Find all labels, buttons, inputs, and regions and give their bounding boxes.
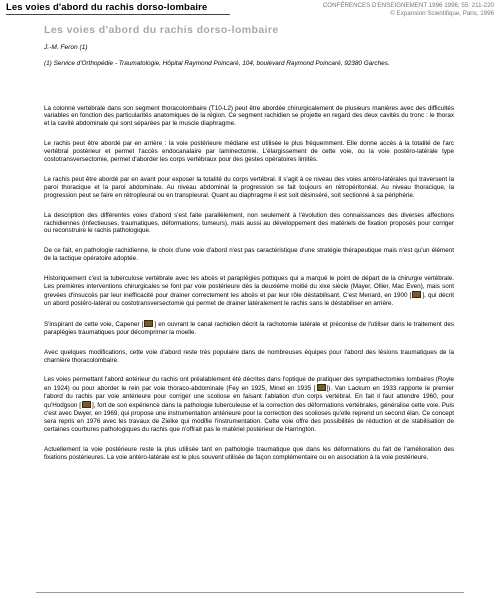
paragraph-6-text-b: ], qui décrit un abord postéro-latéral ou costotransversectomie qui permet de drainer latéralement le rachis sans le déstabiliser en arrière. <box>44 292 454 307</box>
paragraph-5: De ce fait, en pathologie rachidienne, le choix d'une voie d'abord n'est pas caractéristique d'une stratégie thérapeutique mais n'est qu'un élément de la tactique opératoire adoptée. <box>44 247 454 263</box>
running-header <box>0 0 500 18</box>
header-divider <box>6 14 230 15</box>
article-title: Les voies d'abord du rachis dorso-lombaire <box>44 24 279 36</box>
article-body <box>44 24 454 474</box>
paragraph-9-text-a: Les voies permettant l'abord antérieur du rachis ont préalablement été décrites dans l'optique de pratiquer des sympathectomies lombaires (Royle en 1924) ou pour aborder le rein par voie thoraco-abdominale (Fey en 1925, Minet en 1935 [ <box>44 376 454 393</box>
journal-line: CONFÉRENCES D'ENSEIGNEMENT 1996 1996; 55: 211-220 <box>322 2 494 9</box>
paragraph-4: La description des différentes voies d'abord s'est faite parallèlement, non seulement à l'évolution des connaissances des diverses affections rachidiennes (infectieuses, traumatiques, déformations, tumeurs), mais aussi au développement des matériels de fixation proposés pour corriger ou reconstruire le rachis pathologique. <box>44 211 454 235</box>
reference-link-icon[interactable] <box>144 320 153 327</box>
reference-link-icon[interactable] <box>82 401 91 408</box>
footer-divider <box>36 592 464 593</box>
paragraph-9 <box>44 376 454 433</box>
paragraph-7-text-b: ] en ouvrant le canal rachidien décrit la rachotomie latérale et préconise de l'utiliser dans le traitement des paraplégies traumatiques pour décomprimer la moelle. <box>44 320 454 336</box>
paragraph-7 <box>44 320 454 337</box>
author-line: J.-M. Feron (1) <box>44 44 88 51</box>
paragraph-1: La colonne vertébrale dans son segment thoracolombaire (T10-L2) peut être abordée chirurgicalement de plusieurs manières avec des difficultés variables en fonction des particularités anatomiques de la région. Ce segment rachidien se projette en regard des deux cavités du tronc : le thorax et la cavité abdominale qui sont séparées par le muscle diaphragme. <box>44 104 454 128</box>
paragraph-10: Actuellement la voie postérieure reste la plus utilisée tant en pathologie traumatique que dans les déformations du fait de l'amélioration des fixations postérieures. La voie antéro-latérale est le plus souvent utilisée de façon complémentaire ou en association à la voie postérieure. <box>44 445 454 461</box>
affiliation: (1) Service d'Orthopédie - Traumatologie, Hôpital Raymond Poincaré, 104, boulevard Raymond Poincaré, 92380 Garches. <box>44 60 390 67</box>
paragraph-8: Avec quelques modifications, cette voie d'abord reste très populaire dans de nombreuses équipes pour l'abord des lésions traumatiques de la charnière thoracolombaire. <box>44 348 454 364</box>
paragraph-3: Le rachis peut être abordé par en avant pour exposer la totalité du corps vertébral. Il s'agit à ce niveau des voies antéro-latérales qui traversent la paroi thoracique et la paroi abdominale. Au niveau abdominal la progression se fait toujours en rétropéritonéal. Au niveau thoracique, la progression peut se faire en rétropleural ou en transpleural. Quant au diaphragme il est soit désinséré, soit sectionné à sa périphérie. <box>44 175 454 199</box>
paragraph-9-text-b: ]). Van Lackum en 1933 rapporte le premier l'abord du rachis par voie antérieure pour corriger une scoliose en faisant l'ablation d'un corps vertébral. En fait il faut attendre 1960, pour qu'Hodgson [ <box>44 385 454 410</box>
reference-link-icon[interactable] <box>412 291 421 298</box>
paragraph-7-text-a: S'inspirant de cette voie, Capener [ <box>44 320 144 328</box>
journal-info <box>323 2 494 17</box>
running-title: Les voies d'abord du rachis dorso-lombaire <box>6 2 208 13</box>
paragraph-6 <box>44 275 454 308</box>
copyright-line: © Expansion Scientifique, Paris, 1996 <box>390 9 494 17</box>
paragraph-9-text-c: ], fort de son expérience dans la pathologie tuberculeuse et la correction des déformations vertébrales, généralise cette voie. Puis c'est avec Dwyer, en 1969, qui propose une instrumentation antérieure pour la correction des scolioses qu'elle reprend un second élan. Ce concept sera repris en 1976 avec les travaux de Zielke qui modifie l'instrumentation. Cette voie offre des possibilités de réduction et de stabilisation de certaines courbures pathologiques du rachis que n'offrait pas le matériel postérieur de Harrington. <box>44 402 454 433</box>
reference-link-icon[interactable] <box>317 384 326 391</box>
paragraph-6-text-a: Historiquement c'est la tuberculose vertébrale avec les abcès et paraplégies pottiques qui a marqué le point de départ de la chirurgie vertébrale. Les premières interventions chirurgicales se font par voie postérieure dès la deuxième moitié du xixe siècle (Mayer, Ollier, Mac Even), mais sont grevées d'insuccès par leur inefficacité pour drainer correctement les abcès et par leur rôle déstabilisant. C'est Menard, en 1900 [ <box>44 275 454 299</box>
paragraph-2: Le rachis peut être abordé par en arrière : la voie postérieure médiane est utilisée le plus fréquemment. Elle donne accès à la totalité de l'arc vertébral postérieur et permet l'accès endocanalaire par laminectomie. L'élargissement de cette voie, ou la voie postéro-latérale type costotransversectomie, permet d'aborder les corps vertébraux pour des gestes opératoires limités. <box>44 140 454 164</box>
